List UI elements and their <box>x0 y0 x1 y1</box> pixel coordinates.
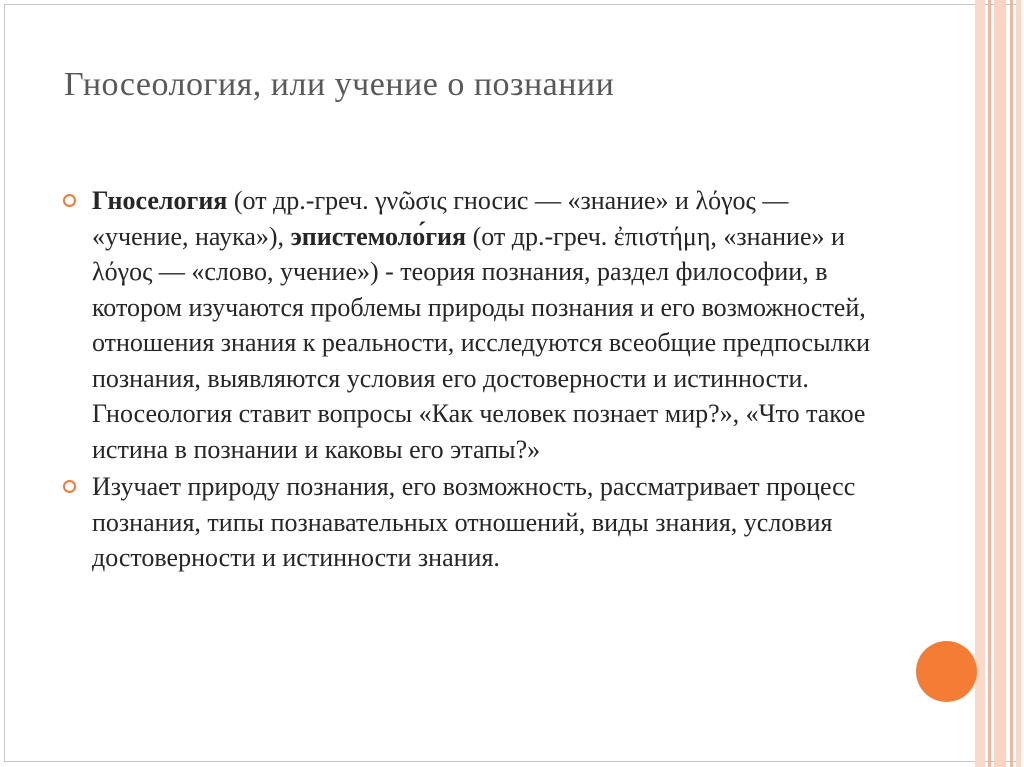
bullet-item <box>62 183 882 467</box>
bullet-text: (от др.-греч. ἐπιστήμη, «знание» и λόγος — «слово, учение») - теория познания, раздел философии, в котором изучаются проблемы природы познания и его возможностей, отношения знания к реальности, исследуются всеобщие предпосылки познания, выявляются условия его достоверности и истинности. Гносеология ставит вопросы «Как человек познает мир?», «Что такое истина в познании и каковы его этапы?» <box>92 221 871 464</box>
bullet-circle-icon <box>63 194 76 207</box>
stripe <box>1016 0 1021 767</box>
bullet-text: Изучает природу познания, его возможность, рассматривает процесс познания, типы познавательных отношений, виды знания, условия достоверности и истинности знания. <box>92 472 856 572</box>
bullet-circle-icon <box>63 480 76 493</box>
stripe <box>1010 0 1013 767</box>
decorative-stripes <box>975 0 1024 767</box>
bullet-text: (от др.-греч. γνῶσις гносис — «знание» и λόγος — «учение, наука»), <box>92 186 789 251</box>
stripe <box>975 0 985 767</box>
slide-title: Гносеология, или учение о познании <box>64 66 615 103</box>
slide-body <box>62 183 882 576</box>
bullet-item <box>62 469 882 576</box>
term-gnoseology: Гноселогия <box>92 186 228 215</box>
term-epistemology: эпистемоло́гия <box>290 221 467 251</box>
decorative-circle <box>916 641 977 702</box>
stripe <box>988 0 991 767</box>
stripe <box>994 0 1006 767</box>
